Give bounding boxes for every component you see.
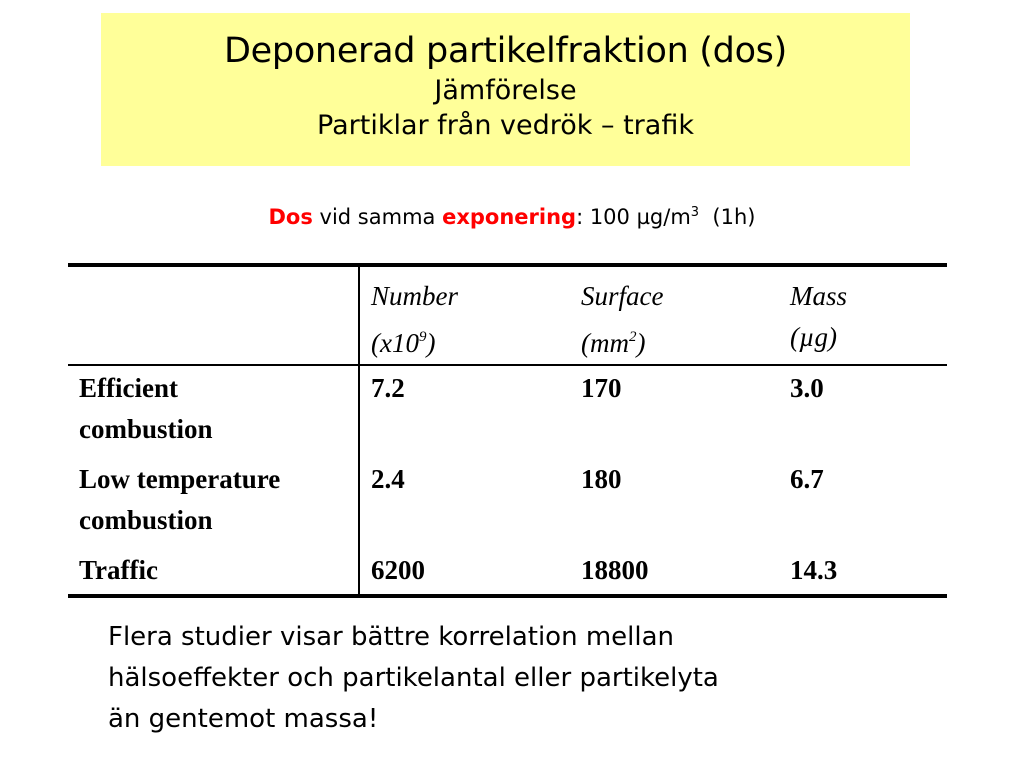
- table-row: [68, 459, 947, 550]
- row-label: [68, 365, 359, 459]
- row-label-line1: Traffic: [79, 555, 158, 585]
- cell-number: 6200: [371, 555, 425, 585]
- exponering-keyword: exponering: [442, 205, 577, 229]
- conclusion-line-3: än gentemot massa!: [108, 704, 379, 734]
- conclusion-line-2: hälsoeffekter och partikelantal eller partikelyta: [108, 663, 719, 693]
- header-surface-label: Surface: [581, 281, 664, 311]
- cell-number: 7.2: [371, 373, 405, 403]
- header-surface-unit-close: ): [636, 328, 646, 358]
- table-header-row: [68, 265, 947, 365]
- row-label: [68, 550, 359, 596]
- header-number-unit-exponent: 9: [418, 329, 427, 345]
- dose-statement: [0, 197, 1024, 233]
- header-mass-label: Mass: [790, 281, 848, 311]
- cell-mass: 6.7: [790, 464, 824, 494]
- conclusion-text: [108, 617, 988, 740]
- row-label-line1: Efficient: [79, 373, 178, 403]
- dose-duration: (1h): [699, 205, 756, 229]
- cell-surface: 170: [581, 373, 622, 403]
- table-row: [68, 365, 947, 459]
- dose-unit-exponent: 3: [690, 205, 700, 220]
- cell-surface: 180: [581, 464, 622, 494]
- header-number: [359, 265, 577, 365]
- slide-title: Deponerad partikelfraktion (dos): [224, 31, 787, 71]
- slide-subtitle-1: Jämförelse: [434, 75, 577, 106]
- header-number-label: Number: [371, 281, 458, 311]
- dose-value: : 100 µg/m: [576, 205, 691, 229]
- header-number-unit-text: (x10: [371, 328, 419, 358]
- header-surface-unit: [581, 317, 787, 364]
- slide-subtitle-2: Partiklar från vedrök – trafik: [317, 110, 694, 141]
- particle-dose-table: [68, 263, 947, 598]
- dos-keyword: Dos: [268, 205, 313, 229]
- title-box: [101, 13, 910, 166]
- conclusion-line-1: Flera studier visar bättre korrelation mellan: [108, 622, 674, 652]
- dose-middle-text: vid samma: [312, 205, 443, 229]
- row-label-line1: Low temperature: [79, 464, 281, 494]
- header-empty-cell: [68, 265, 359, 365]
- header-surface-unit-exponent: 2: [629, 329, 637, 345]
- header-surface: [577, 265, 787, 365]
- table-row: [68, 550, 947, 596]
- cell-mass: 14.3: [790, 555, 838, 585]
- header-number-unit: [371, 317, 577, 364]
- cell-mass: 3.0: [790, 373, 824, 403]
- row-label: [68, 459, 359, 550]
- header-mass-unit: (µg): [790, 322, 838, 352]
- header-mass: [787, 265, 947, 365]
- row-label-line2: combustion: [79, 414, 213, 444]
- cell-number: 2.4: [371, 464, 405, 494]
- row-label-line2: combustion: [79, 505, 213, 535]
- header-surface-unit-text: (mm: [581, 328, 629, 358]
- cell-surface: 18800: [581, 555, 649, 585]
- header-number-unit-close: ): [426, 328, 436, 358]
